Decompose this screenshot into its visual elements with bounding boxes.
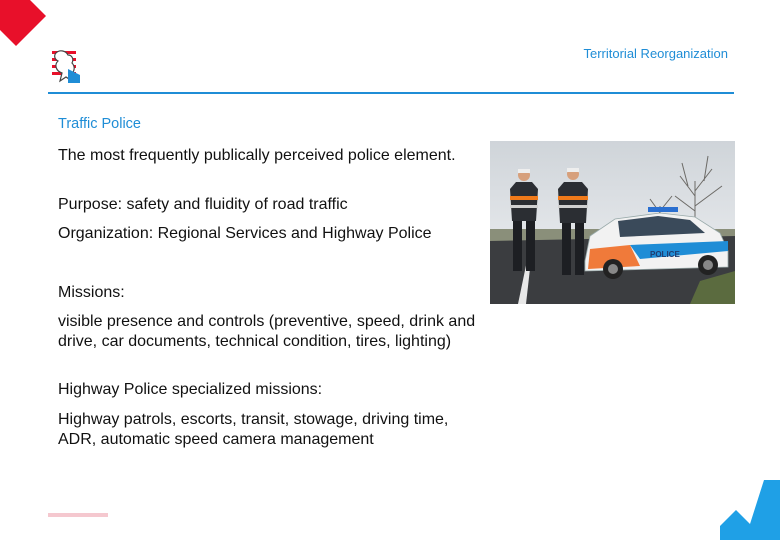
paragraph-organization: Organization: Regional Services and Highway Police [58,225,432,242]
paragraph-highway-list: Highway patrols, escorts, transit, stowage, driving time, ADR, automatic speed camera management [58,411,449,448]
paragraph-purpose: Purpose: safety and fluidity of road traffic [58,196,348,213]
section-title: Traffic Police [58,116,141,132]
police-photo [490,141,735,304]
header-title: Territorial Reorganization [583,46,728,61]
header-divider [48,92,734,94]
paragraph-missions-list: visible presence and controls (preventive, speed, drink and drive, car documents, technical condition, tires, lighting) [58,313,476,350]
paragraph-highway-heading: Highway Police specialized missions: [58,381,323,398]
paragraph-missions-heading: Missions: [58,284,125,301]
car-police-label: POLICE [650,250,680,259]
footer-watermark [48,512,108,518]
corner-accent-blue [720,480,780,540]
paragraph-intro: The most frequently publically perceived police element. [58,147,456,164]
lion-crest-icon [50,47,82,83]
